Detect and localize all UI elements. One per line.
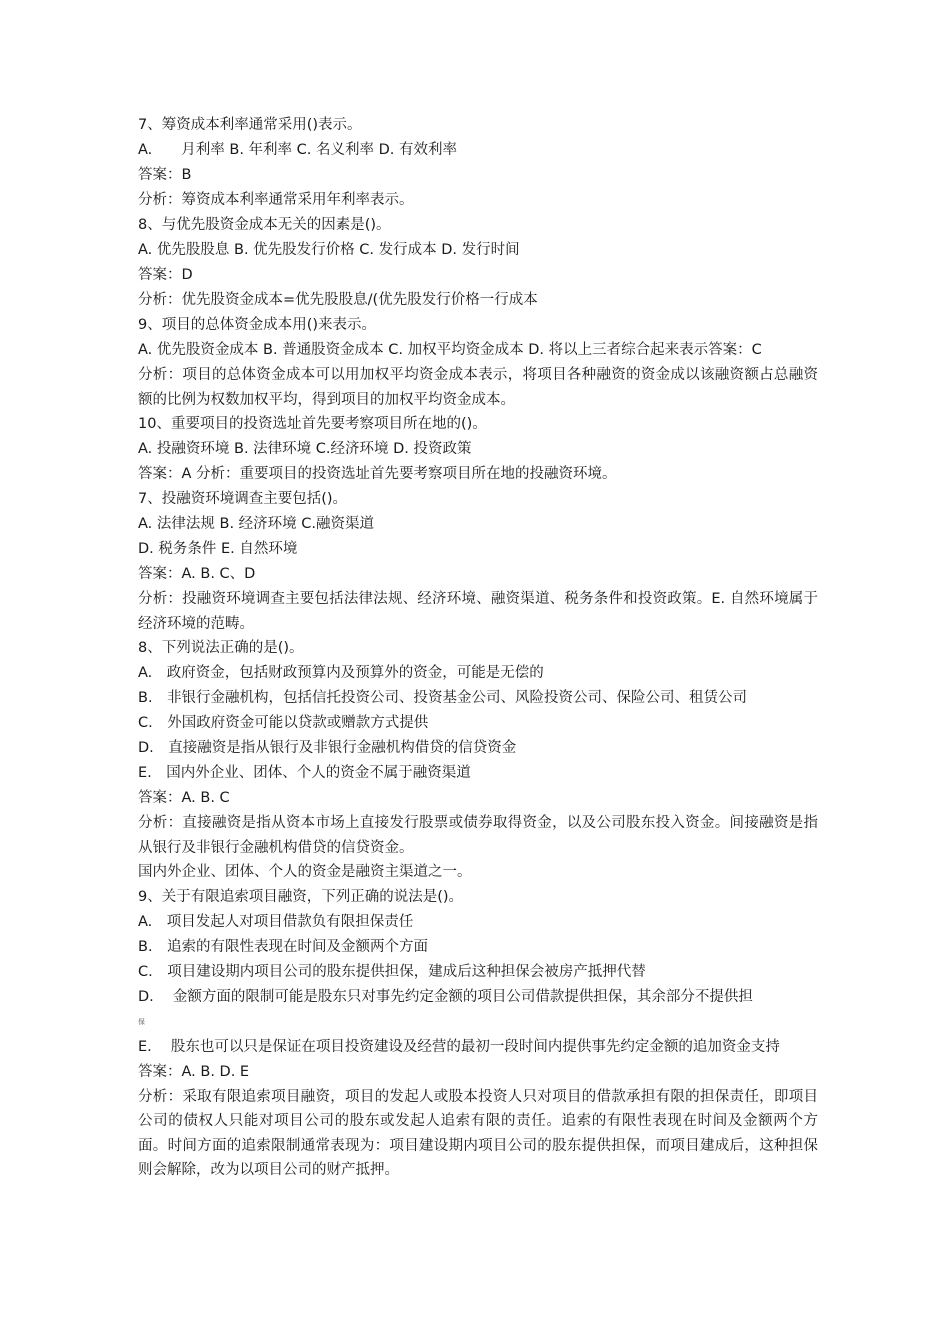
document-body [138, 113, 818, 1183]
text-line: A. 优先股股息 B. 优先股发行价格 C. 发行成本 D. 发行时间 [138, 242, 520, 258]
text-line: B. 追索的有限性表现在时间及金额两个方面 [138, 939, 429, 955]
text-line: 分析：投融资环境调查主要包括法律法规、经济环境、融资渠道、税务条件和投资政策。E. 自然环境属于经济环境的范畴。 [138, 591, 818, 632]
text-line: 9、关于有限追索项目融资，下列正确的说法是()。 [138, 889, 464, 905]
text-line: D. 金额方面的限制可能是股东只对事先约定金额的项目公司借款提供担保，其余部分不提供担 [138, 989, 753, 1005]
text-line: D. 税务条件 E. 自然环境 [138, 541, 298, 557]
text-line: E. 国内外企业、团体、个人的资金不属于融资渠道 [138, 765, 471, 781]
text-line: 保 [138, 1018, 145, 1026]
text-line: 答案：B [138, 167, 192, 183]
text-line: 答案：A. B. C、D [138, 566, 256, 582]
text-line: D. 直接融资是指从银行及非银行金融机构借贷的信贷资金 [138, 740, 517, 756]
text-line: A. 优先股资金成本 B. 普通股资金成本 C. 加权平均资金成本 D. 将以上三者综合起来表示答案：C [138, 342, 762, 358]
text-line: 答案：D [138, 267, 193, 283]
text-line: 9、项目的总体资金成本用()来表示。 [138, 317, 377, 333]
text-line: A. 投融资环境 B. 法律环境 C.经济环境 D. 投资政策 [138, 441, 472, 457]
text-line: 答案：A 分析：重要项目的投资选址首先要考察项目所在地的投融资环境。 [138, 466, 617, 482]
text-line: 分析：筹资成本利率通常采用年利率表示。 [138, 192, 414, 208]
text-line: 分析：优先股资金成本=优先股股息/(优先股发行价格一行成本 [138, 292, 538, 308]
text-line: C. 外国政府资金可能以贷款或赠款方式提供 [138, 715, 429, 731]
text-line: 国内外企业、团体、个人的资金是融资主渠道之一。 [138, 864, 472, 880]
text-line: 8、下列说法正确的是()。 [138, 640, 304, 656]
text-line: A. 项目发起人对项目借款负有限担保责任 [138, 914, 414, 930]
text-line: A. 月利率 B. 年利率 C. 名义利率 D. 有效利率 [138, 142, 457, 158]
text-line: A. 法律法规 B. 经济环境 C.融资渠道 [138, 516, 374, 532]
text-line: 答案：A. B. C [138, 790, 230, 806]
text-line: C. 项目建设期内项目公司的股东提供担保，建成后这种担保会被房产抵押代替 [138, 964, 646, 980]
text-line: E. 股东也可以只是保证在项目投资建设及经营的最初一段时间内提供事先约定金额的追加资金支持 [138, 1039, 780, 1055]
text-line: B. 非银行金融机构，包括信托投资公司、投资基金公司、风险投资公司、保险公司、租赁公司 [138, 690, 748, 706]
text-line: 分析：采取有限追索项目融资，项目的发起人或股本投资人只对项目的借款承担有限的担保责任，即项目公司的债权人只能对项目公司的股东或发起人追索有限的责任。追索的有限性表现在时间及金额两个方面。时间方面的追索限制通常表现为：项目建设期内项目公司的股东提供担保，而项目建成后，这种担保则会解除，改为以项目公司的财产抵押。 [138, 1088, 818, 1178]
text-line: 10、重要项目的投资选址首先要考察项目所在地的()。 [138, 416, 487, 432]
text-line: 8、与优先股资金成本无关的因素是()。 [138, 217, 391, 233]
text-line: A. 政府资金，包括财政预算内及预算外的资金，可能是无偿的 [138, 665, 544, 681]
text-line: 分析：直接融资是指从资本市场上直接发行股票或债券取得资金，以及公司股东投入资金。间接融资是指从银行及非银行金融机构借贷的信贷资金。 [138, 815, 818, 856]
text-line: 7、投融资环境调查主要包括()。 [138, 491, 348, 507]
text-line: 答案：A. B. D. E [138, 1063, 250, 1080]
text-line: 7、筹资成本利率通常采用()表示。 [138, 117, 362, 133]
text-line: 分析：项目的总体资金成本可以用加权平均资金成本表示，将项目各种融资的资金成以该融资额占总融资额的比例为权数加权平均，得到项目的加权平均资金成本。 [138, 367, 818, 408]
